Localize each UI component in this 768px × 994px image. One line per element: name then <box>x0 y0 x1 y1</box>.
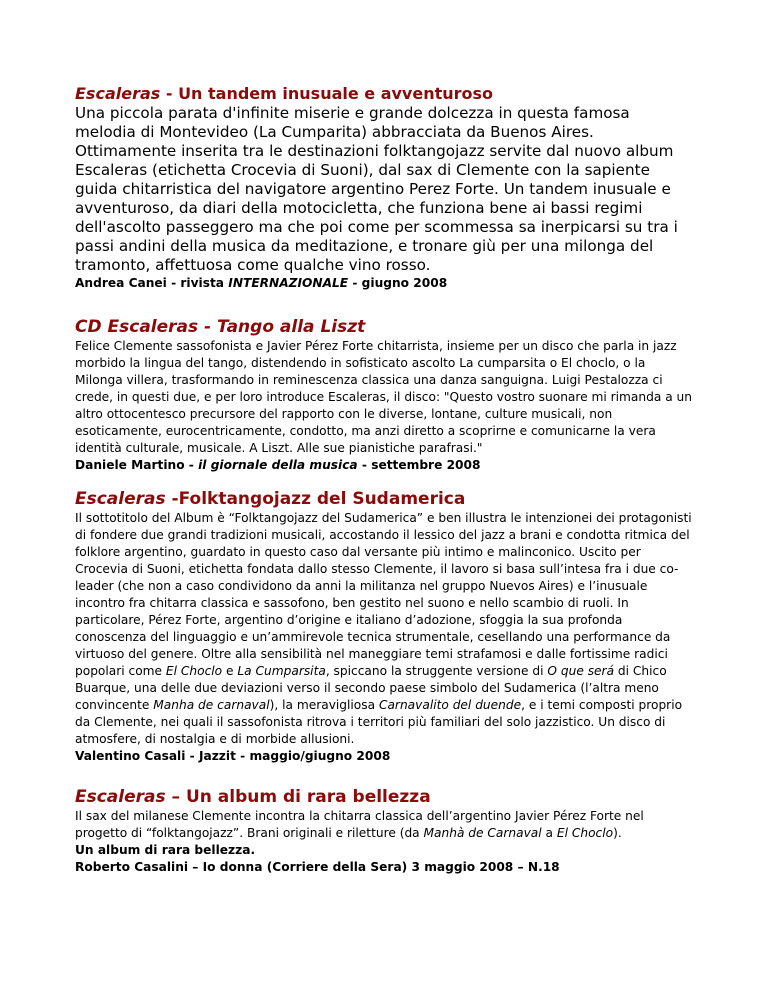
review-title-italic: Escaleras <box>75 489 166 509</box>
credit-date: - giugno 2008 <box>348 276 448 290</box>
review-rara-bellezza <box>75 787 695 876</box>
credit-publication: INTERNAZIONALE <box>228 276 349 290</box>
review-title-text: CD Escaleras - Tango alla Liszt <box>75 317 366 337</box>
song-title: O que será <box>547 664 615 678</box>
review-credit <box>75 457 695 474</box>
review-title-rest: - Un tandem inusuale e avventuroso <box>160 84 494 103</box>
review-title <box>75 84 695 104</box>
review-body <box>75 808 695 842</box>
review-body <box>75 510 695 748</box>
body-text: e <box>222 664 238 678</box>
credit-publication: il giornale della musica <box>198 458 358 472</box>
body-text: ), la meravigliosa <box>269 698 379 712</box>
body-text: Il sax del milanese Clemente incontra la chitarra classica dell’argentino Javier Pérez Forte nel progetto di “folktangojazz”. Brani originali e riletture (da <box>75 809 644 840</box>
song-title: Manha de carnaval <box>153 698 270 712</box>
song-title: El Choclo <box>556 826 614 840</box>
body-text: , spiccano la struggente versione di <box>325 664 548 678</box>
body-text: di Chico Buarque, una delle due deviazioni verso il secondo paese simbolo del Sudamerica (l’altra meno convincente <box>75 664 667 712</box>
body-text: ). <box>613 826 622 840</box>
review-title-rest: -Folktangojazz del Sudamerica <box>165 489 466 509</box>
review-title-italic: Escaleras <box>75 84 161 103</box>
review-highlight: Un album di rara bellezza. <box>75 843 256 857</box>
review-tango-liszt <box>75 317 695 474</box>
body-text: , e i temi composti proprio da Clemente, nei quali il sassofonista ritrova i territori più familiari del solo jazzistico. Un disco di atmosfere, di nostalgia e di morbide allusioni. <box>75 698 683 746</box>
credit-date: - settembre 2008 <box>357 458 481 472</box>
review-title-rest: – Un album di rara bellezza <box>165 787 431 807</box>
body-text: a <box>541 826 557 840</box>
review-body: Una piccola parata d'infinite miserie e grande dolcezza in questa famosa melodia di Montevideo (La Cumparita) abbracciata da Buenos Aires. Ottimamente inserita tra le destinazioni folktangojazz servite dal nuovo album Escaleras (etichetta Crocevia di Suoni), dal sax di Clemente con la sapiente guida chitarristica del navigatore argentino Perez Forte. Un tandem inusuale e avventuroso, da diari della motocicletta, che funziona bene ai bassi regimi dell'ascolto passeggero ma che poi come per scommessa sa inerpicarsi su tra i passi andini della musica da meditazione, e tronare giù per una milonga del tramonto, affettuosa come qualche vino rosso. <box>75 104 678 274</box>
song-title: El Choclo <box>165 664 223 678</box>
credit-author: Andrea Canei - rivista <box>75 276 229 290</box>
review-title <box>75 787 695 808</box>
song-title: Manhà de Carnaval <box>423 826 542 840</box>
review-credit: Roberto Casalini – Io donna (Corriere della Sera) 3 maggio 2008 – N.18 <box>75 860 560 874</box>
review-credit: Valentino Casali - Jazzit - maggio/giugno 2008 <box>75 749 391 763</box>
review-title-italic: Escaleras <box>75 787 166 807</box>
review-escaleras-tandem <box>75 84 695 292</box>
song-title: Carnavalito del duende <box>378 698 522 712</box>
review-credit <box>75 275 695 292</box>
credit-author: Daniele Martino - <box>75 458 199 472</box>
song-title: La Cumparsita <box>237 664 326 678</box>
review-body: Felice Clemente sassofonista e Javier Pérez Forte chitarrista, insieme per un disco che parla in jazz morbido la lingua del tango, distendendo in sofisticato ascolto La cumparsita o El choclo, o la Milonga villera, trasformando in reminescenza classica una danza sanguigna. Luigi Pestalozza ci crede, in questi due, e per loro introduce Escaleras, il disco: "Questo vostro suonare mi rimanda a un altro ottocentesco precursore del rapporto con le diverse, lontane, culture musicali, non esoticamente, eurocentricamente, condotto, ma anzi diretto a scoprirne e comunicarne la vera identità culturale, musicale. A Liszt. Alle sue pianistiche parafrasi." <box>75 339 692 455</box>
review-title <box>75 489 695 510</box>
review-folktangojazz <box>75 489 695 765</box>
review-title <box>75 317 695 338</box>
body-text: Il sottotitolo del Album è “Folktangojazz del Sudamerica” e ben illustra le intenzionei dei protagonisti di fondere due grandi tradizioni musicali, accostando il lessico del jazz a brani e condotta ritmica del folklore argentino, guardato in questo caso dal versante più intimo e malinconico. Uscito per Crocevia di Suoni, etichetta fondata dallo stesso Clemente, il lavoro si basa sull’intesa fra i due co-leader (che non a caso condividono da anni la militanza nel gruppo Nuevos Aires) e l’inusuale incontro fra chitarra classica e sassofono, ben gestito nel suono e nello scambio di ruoli. In particolare, Pérez Forte, argentino d’origine e italiano d’adozione, sfoggia la sua profonda conoscenza del linguaggio e un’ammirevole tecnica strumentale, cesellando una performance da virtuoso del genere. Oltre alla sensibilità nel maneggiare temi strafamosi e dalle fortissime radici popolari come <box>75 511 692 678</box>
